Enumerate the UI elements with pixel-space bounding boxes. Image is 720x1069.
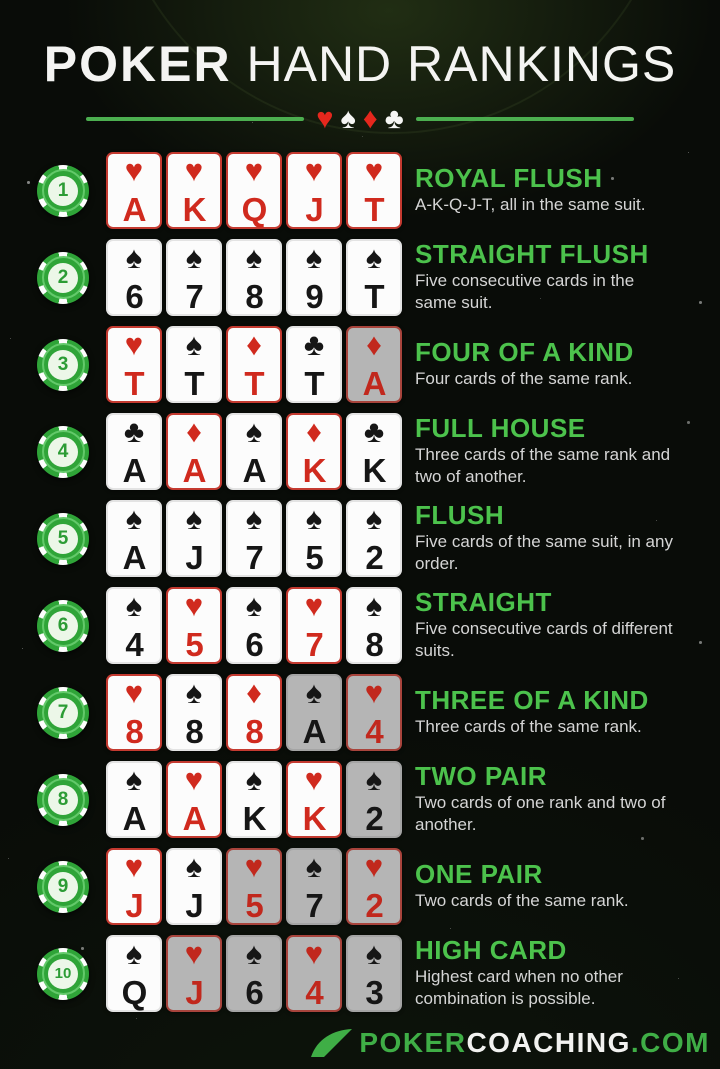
card-rank: 8 xyxy=(365,626,383,663)
card-rank: A xyxy=(122,800,146,837)
header xyxy=(0,0,720,134)
chip-ring xyxy=(42,778,85,821)
chip-ring xyxy=(42,343,85,386)
heart-icon: ♥ xyxy=(304,153,324,188)
rank-chip-cell xyxy=(34,513,92,565)
card-rank: 4 xyxy=(365,713,383,750)
hand-info xyxy=(415,860,720,914)
chip-number: 3 xyxy=(48,350,78,380)
spade-icon: ♠ xyxy=(185,501,203,536)
spade-icon: ♠ xyxy=(365,501,383,536)
poker-chip-icon xyxy=(37,774,89,826)
playing-card xyxy=(286,674,342,751)
chip-number: 10 xyxy=(48,959,78,989)
club-icon: ♣ xyxy=(363,414,385,449)
card-hand xyxy=(106,587,402,664)
hand-name: FOUR OF A KIND xyxy=(415,336,634,367)
ranking-row xyxy=(0,843,720,930)
chip-number: 4 xyxy=(48,437,78,467)
diamond-icon: ♦ xyxy=(362,103,378,135)
card-rank: 5 xyxy=(185,626,203,663)
card-hand xyxy=(106,326,402,403)
card-rank: T xyxy=(304,365,324,402)
hand-info xyxy=(415,501,720,577)
playing-card xyxy=(346,326,402,403)
title-poker: POKER xyxy=(43,36,232,92)
card-rank: A xyxy=(302,713,326,750)
card-rank: T xyxy=(124,365,144,402)
heart-icon: ♥ xyxy=(244,849,264,884)
rank-chip-cell xyxy=(34,774,92,826)
divider-line-left xyxy=(86,117,304,121)
card-rank: T xyxy=(364,278,384,315)
playing-card xyxy=(286,761,342,838)
chip-number: 6 xyxy=(48,611,78,641)
diamond-icon: ♦ xyxy=(306,414,322,449)
brand-tld: .COM xyxy=(630,1027,710,1058)
hand-name: FLUSH xyxy=(415,499,505,530)
card-rank: A xyxy=(362,365,386,402)
hand-description: Three cards of the same rank. xyxy=(415,716,642,736)
playing-card xyxy=(166,500,222,577)
heart-icon: ♥ xyxy=(304,936,324,971)
heart-icon: ♥ xyxy=(364,849,384,884)
brand-wordmark xyxy=(359,1027,710,1059)
card-rank: T xyxy=(244,365,264,402)
card-rank: 8 xyxy=(245,278,263,315)
card-rank: K xyxy=(302,800,326,837)
rank-chip-cell xyxy=(34,339,92,391)
playing-card xyxy=(106,500,162,577)
playing-card xyxy=(106,413,162,490)
rank-chip-cell xyxy=(34,687,92,739)
playing-card xyxy=(346,761,402,838)
heart-icon: ♥ xyxy=(184,588,204,623)
card-rank: J xyxy=(185,539,203,576)
chip-number: 2 xyxy=(48,263,78,293)
playing-card xyxy=(226,500,282,577)
playing-card xyxy=(346,587,402,664)
card-rank: 5 xyxy=(245,887,263,924)
hand-description: Three cards of the same rank and two of another. xyxy=(415,444,671,486)
diamond-icon: ♦ xyxy=(366,327,382,362)
playing-card xyxy=(166,761,222,838)
spade-icon: ♠ xyxy=(245,414,263,449)
hand-name: HIGH CARD xyxy=(415,934,567,965)
rank-chip-cell xyxy=(34,426,92,478)
card-rank: 8 xyxy=(125,713,143,750)
card-hand xyxy=(106,674,402,751)
poker-chip-icon xyxy=(37,687,89,739)
playing-card xyxy=(166,413,222,490)
card-rank: 9 xyxy=(305,278,323,315)
playing-card xyxy=(106,761,162,838)
card-rank: J xyxy=(125,887,143,924)
hand-name: FULL HOUSE xyxy=(415,412,586,443)
ranking-row xyxy=(0,495,720,582)
card-hand xyxy=(106,152,402,229)
card-rank: A xyxy=(182,800,206,837)
title-hand-rankings: HAND RANKINGS xyxy=(231,36,677,92)
card-rank: J xyxy=(185,974,203,1011)
card-rank: 4 xyxy=(125,626,143,663)
hand-info xyxy=(415,936,720,1012)
card-rank: 2 xyxy=(365,887,383,924)
card-rank: T xyxy=(364,191,384,228)
card-hand xyxy=(106,239,402,316)
playing-card xyxy=(226,326,282,403)
hand-description: A-K-Q-J-T, all in the same suit. xyxy=(415,194,646,214)
hand-name: TWO PAIR xyxy=(415,760,548,791)
ranking-row xyxy=(0,147,720,234)
poker-chip-icon xyxy=(37,426,89,478)
spade-icon: ♠ xyxy=(305,240,323,275)
heart-icon: ♥ xyxy=(244,153,264,188)
playing-card xyxy=(226,761,282,838)
playing-card xyxy=(286,935,342,1012)
spade-icon: ♠ xyxy=(245,588,263,623)
rank-chip-cell xyxy=(34,600,92,652)
poker-chip-icon xyxy=(37,861,89,913)
chip-ring xyxy=(42,169,85,212)
playing-card xyxy=(106,848,162,925)
card-hand xyxy=(106,761,402,838)
spade-icon: ♠ xyxy=(125,588,143,623)
card-rank: 7 xyxy=(305,626,323,663)
heart-icon: ♥ xyxy=(184,936,204,971)
card-rank: J xyxy=(185,887,203,924)
card-rank: A xyxy=(122,452,146,489)
chip-number: 7 xyxy=(48,698,78,728)
card-hand xyxy=(106,500,402,577)
card-rank: A xyxy=(122,191,146,228)
spade-icon: ♠ xyxy=(305,675,323,710)
playing-card xyxy=(346,935,402,1012)
playing-card xyxy=(286,326,342,403)
card-rank: K xyxy=(362,452,386,489)
hand-description: Highest card when no other combination is possible. xyxy=(415,966,623,1008)
chip-ring xyxy=(42,865,85,908)
ranking-row xyxy=(0,582,720,669)
playing-card xyxy=(226,935,282,1012)
spade-icon: ♠ xyxy=(245,240,263,275)
spade-icon: ♠ xyxy=(125,936,143,971)
page-title xyxy=(0,36,720,92)
poker-chip-icon xyxy=(37,948,89,1000)
chip-number: 9 xyxy=(48,872,78,902)
spade-icon: ♠ xyxy=(365,588,383,623)
playing-card xyxy=(166,239,222,316)
poker-chip-icon xyxy=(37,339,89,391)
heart-icon: ♥ xyxy=(304,588,324,623)
ranking-row xyxy=(0,234,720,321)
playing-card xyxy=(286,848,342,925)
club-icon: ♣ xyxy=(303,327,325,362)
playing-card xyxy=(346,500,402,577)
card-rank: A xyxy=(182,452,206,489)
hand-info xyxy=(415,686,720,740)
spade-icon: ♠ xyxy=(305,849,323,884)
hand-info xyxy=(415,240,720,316)
heart-icon: ♥ xyxy=(364,153,384,188)
playing-card xyxy=(286,587,342,664)
hand-description: Five cards of the same suit, in any order. xyxy=(415,531,673,573)
playing-card xyxy=(226,587,282,664)
ranking-row xyxy=(0,408,720,495)
playing-card xyxy=(226,239,282,316)
card-rank: K xyxy=(302,452,326,489)
heart-icon: ♥ xyxy=(124,327,144,362)
card-rank: 3 xyxy=(365,974,383,1011)
hand-info xyxy=(415,588,720,664)
playing-card xyxy=(286,152,342,229)
diamond-icon: ♦ xyxy=(186,414,202,449)
heart-icon: ♥ xyxy=(184,762,204,797)
playing-card xyxy=(346,413,402,490)
playing-card xyxy=(226,848,282,925)
card-rank: 7 xyxy=(245,539,263,576)
ranking-row xyxy=(0,669,720,756)
suit-strip xyxy=(304,104,415,134)
hand-name: THREE OF A KIND xyxy=(415,684,649,715)
spade-icon: ♠ xyxy=(365,240,383,275)
spade-icon: ♠ xyxy=(185,849,203,884)
ranking-row xyxy=(0,930,720,1017)
spade-icon: ♠ xyxy=(185,240,203,275)
rank-chip-cell xyxy=(34,165,92,217)
hand-name: ROYAL FLUSH xyxy=(415,162,603,193)
playing-card xyxy=(106,674,162,751)
card-rank: 4 xyxy=(305,974,323,1011)
diamond-icon: ♦ xyxy=(246,675,262,710)
heart-icon: ♥ xyxy=(124,675,144,710)
card-rank: T xyxy=(184,365,204,402)
hand-info xyxy=(415,164,720,218)
chip-number: 1 xyxy=(48,176,78,206)
poker-chip-icon xyxy=(37,252,89,304)
playing-card xyxy=(346,152,402,229)
playing-card xyxy=(346,674,402,751)
playing-card xyxy=(226,413,282,490)
card-rank: K xyxy=(182,191,206,228)
card-rank: 6 xyxy=(245,626,263,663)
card-rank: Q xyxy=(121,974,147,1011)
playing-card xyxy=(286,500,342,577)
spade-icon: ♠ xyxy=(340,103,356,135)
playing-card xyxy=(166,152,222,229)
hand-description: Two cards of the same rank. xyxy=(415,890,629,910)
playing-card xyxy=(106,587,162,664)
card-rank: Q xyxy=(241,191,267,228)
hand-description: Five consecutive cards of different suits. xyxy=(415,618,673,660)
club-icon: ♣ xyxy=(123,414,145,449)
playing-card xyxy=(166,848,222,925)
heart-icon: ♥ xyxy=(184,153,204,188)
card-rank: 7 xyxy=(305,887,323,924)
playing-card xyxy=(166,326,222,403)
playing-card xyxy=(166,935,222,1012)
rankings-list xyxy=(0,147,720,1017)
playing-card xyxy=(226,152,282,229)
spade-icon: ♠ xyxy=(245,762,263,797)
hand-description: Four cards of the same rank. xyxy=(415,368,633,388)
playing-card xyxy=(166,587,222,664)
card-rank: A xyxy=(242,452,266,489)
card-rank: A xyxy=(122,539,146,576)
hand-name: STRAIGHT FLUSH xyxy=(415,238,649,269)
chip-ring xyxy=(42,691,85,734)
spade-icon: ♠ xyxy=(245,501,263,536)
chip-ring xyxy=(42,430,85,473)
playing-card xyxy=(106,239,162,316)
spade-icon: ♠ xyxy=(185,675,203,710)
playing-card xyxy=(226,674,282,751)
playing-card xyxy=(106,935,162,1012)
playing-card xyxy=(166,674,222,751)
card-rank: 8 xyxy=(245,713,263,750)
hand-info xyxy=(415,338,720,392)
card-hand xyxy=(106,848,402,925)
pokercoaching-swoosh-icon xyxy=(308,1028,354,1058)
divider-line-right xyxy=(416,117,634,121)
spade-icon: ♠ xyxy=(185,327,203,362)
spade-icon: ♠ xyxy=(245,936,263,971)
hand-description: Two cards of one rank and two of another. xyxy=(415,792,666,834)
spade-icon: ♠ xyxy=(125,240,143,275)
spade-icon: ♠ xyxy=(125,762,143,797)
diamond-icon: ♦ xyxy=(246,327,262,362)
hand-description: Five consecutive cards in the same suit. xyxy=(415,270,635,312)
hand-info xyxy=(415,414,720,490)
ranking-row xyxy=(0,756,720,843)
spade-icon: ♠ xyxy=(365,936,383,971)
chip-ring xyxy=(42,256,85,299)
card-rank: 2 xyxy=(365,539,383,576)
playing-card xyxy=(286,413,342,490)
heart-icon: ♥ xyxy=(124,849,144,884)
card-rank: K xyxy=(242,800,266,837)
rank-chip-cell xyxy=(34,861,92,913)
card-rank: 6 xyxy=(125,278,143,315)
spade-icon: ♠ xyxy=(305,501,323,536)
heart-icon: ♥ xyxy=(304,762,324,797)
chip-ring xyxy=(42,517,85,560)
card-rank: 5 xyxy=(305,539,323,576)
poker-chip-icon xyxy=(37,165,89,217)
ranking-row xyxy=(0,321,720,408)
card-rank: 6 xyxy=(245,974,263,1011)
playing-card xyxy=(286,239,342,316)
rank-chip-cell xyxy=(34,252,92,304)
hand-info xyxy=(415,762,720,838)
card-hand xyxy=(106,935,402,1012)
poker-chip-icon xyxy=(37,600,89,652)
rank-chip-cell xyxy=(34,948,92,1000)
heart-icon: ♥ xyxy=(364,675,384,710)
brand-poker: POKER xyxy=(359,1027,467,1058)
chip-ring xyxy=(42,604,85,647)
chip-number: 5 xyxy=(48,524,78,554)
card-rank: 2 xyxy=(365,800,383,837)
poker-chip-icon xyxy=(37,513,89,565)
card-rank: J xyxy=(305,191,323,228)
brand-coaching: COACHING xyxy=(466,1027,631,1058)
title-divider xyxy=(86,104,634,134)
chip-ring xyxy=(42,952,85,995)
playing-card xyxy=(106,326,162,403)
hand-name: STRAIGHT xyxy=(415,586,552,617)
card-rank: 8 xyxy=(185,713,203,750)
heart-icon: ♥ xyxy=(316,103,334,135)
heart-icon: ♥ xyxy=(124,153,144,188)
playing-card xyxy=(106,152,162,229)
spade-icon: ♠ xyxy=(125,501,143,536)
playing-card xyxy=(346,239,402,316)
club-icon: ♣ xyxy=(384,103,404,135)
spade-icon: ♠ xyxy=(365,762,383,797)
card-hand xyxy=(106,413,402,490)
footer-logo xyxy=(308,1027,710,1059)
card-rank: 7 xyxy=(185,278,203,315)
playing-card xyxy=(346,848,402,925)
chip-number: 8 xyxy=(48,785,78,815)
hand-name: ONE PAIR xyxy=(415,858,543,889)
